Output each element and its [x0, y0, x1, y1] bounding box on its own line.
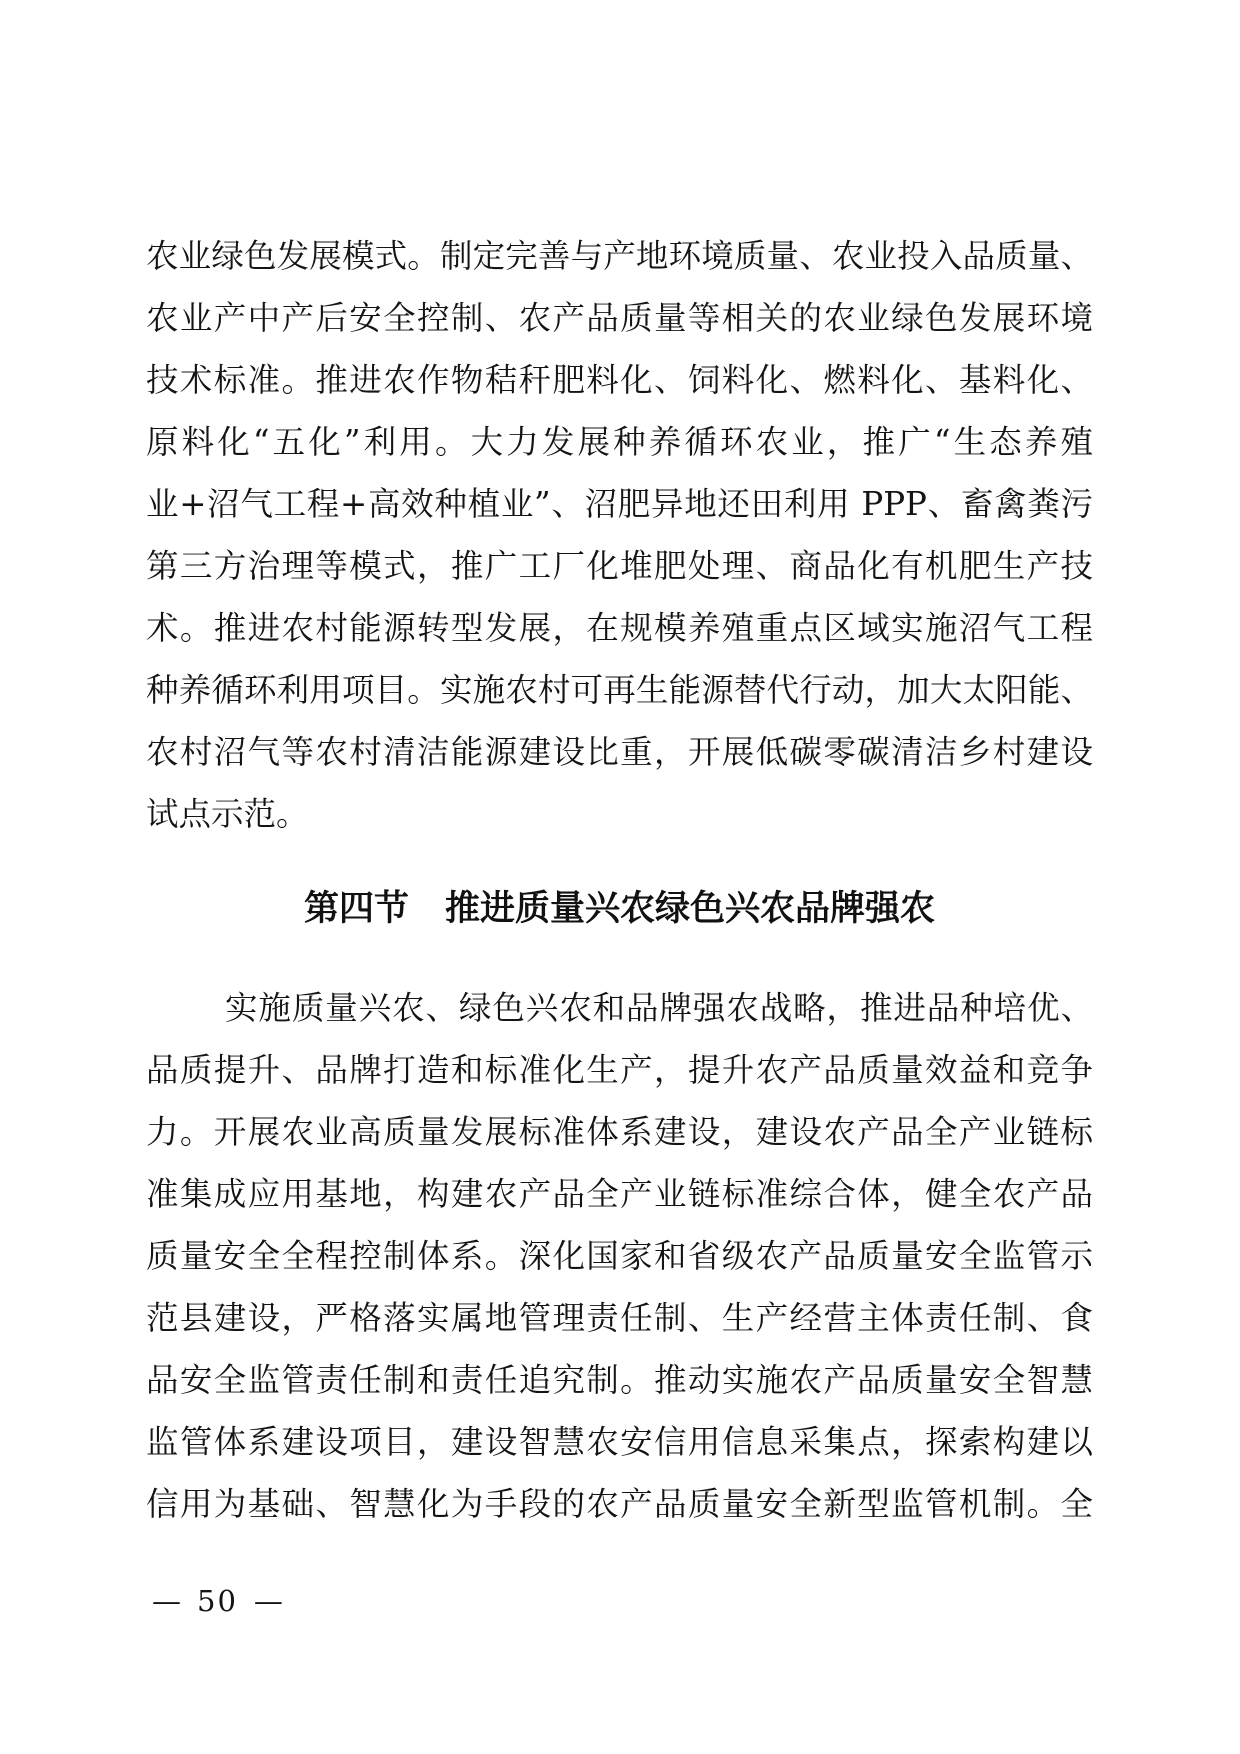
- section-heading: [146, 884, 1093, 934]
- paragraph-1: [146, 225, 1093, 845]
- text-line: 术。推进农村能源转型发展，在规模养殖重点区域实施沼气工程: [146, 609, 1093, 647]
- text-line: 信用为基础、智慧化为手段的农产品质量安全新型监管机制。全: [146, 1485, 1093, 1523]
- footer-page-number: 50: [197, 1584, 238, 1618]
- text-line: 业+沼气工程+高效种植业”、沼肥异地还田利用 PPP、畜禽粪污: [146, 485, 1093, 523]
- text-line: 范县建设，严格落实属地管理责任制、生产经营主体责任制、食: [146, 1299, 1093, 1337]
- footer-dash-left: —: [152, 1584, 181, 1618]
- text-line: 原料化“五化”利用。大力发展种养循环农业，推广“生态养殖: [146, 423, 1093, 461]
- text-line: 品安全监管责任制和责任追究制。推动实施农产品质量安全智慧: [146, 1361, 1093, 1399]
- text-line: 准集成应用基地，构建农产品全产业链标准综合体，健全农产品: [146, 1175, 1093, 1213]
- text-line: 质量安全全程控制体系。深化国家和省级农产品质量安全监管示: [146, 1237, 1093, 1275]
- page-number: [152, 1583, 283, 1619]
- footer-dash-right: —: [253, 1584, 283, 1618]
- text-line: 实施质量兴农、绿色兴农和品牌强农战略，推进品种培优、: [225, 989, 1093, 1027]
- text-line: 农业绿色发展模式。制定完善与产地环境质量、农业投入品质量、: [146, 237, 1093, 275]
- text-line: 试点示范。: [146, 795, 309, 833]
- text-line: 种养循环利用项目。实施农村可再生能源替代行动，加大太阳能、: [146, 671, 1093, 709]
- text-line: 农村沼气等农村清洁能源建设比重，开展低碳零碳清洁乡村建设: [146, 733, 1093, 771]
- section-heading-title: 推进质量兴农绿色兴农品牌强农: [445, 888, 936, 929]
- text-line: 技术标准。推进农作物秸秆肥料化、饲料化、燃料化、基料化、: [146, 361, 1093, 399]
- section-heading-number: 第四节: [303, 888, 409, 929]
- text-line: 农业产中产后安全控制、农产品质量等相关的农业绿色发展环境: [146, 299, 1093, 337]
- text-line: 品质提升、品牌打造和标准化生产，提升农产品质量效益和竞争: [146, 1051, 1093, 1089]
- text-line: 监管体系建设项目，建设智慧农安信用信息采集点，探索构建以: [146, 1423, 1093, 1461]
- text-line: 第三方治理等模式，推广工厂化堆肥处理、商品化有机肥生产技: [146, 547, 1093, 585]
- paragraph-2: [146, 977, 1093, 1535]
- text-line: 力。开展农业高质量发展标准体系建设，建设农产品全产业链标: [146, 1113, 1093, 1151]
